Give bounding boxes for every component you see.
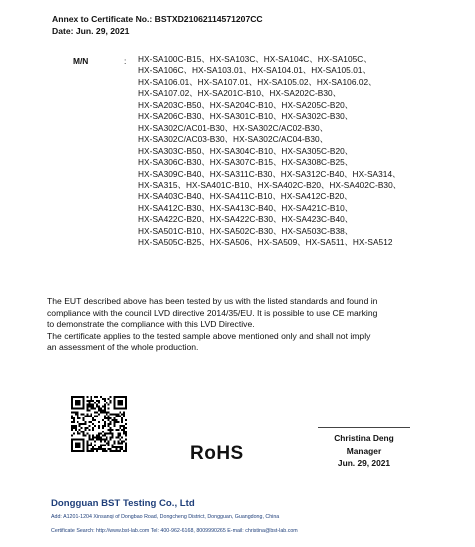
signatory-title: Manager <box>346 445 382 456</box>
statement-line: to demonstrate the compliance with this LVD Directive. <box>47 319 255 330</box>
model-line: HX-SA106.01、HX-SA107.01、HX-SA105.02、HX-SA106.02、 <box>138 76 377 87</box>
model-line: HX-SA315、HX-SA401C-B10、HX-SA402C-B20、HX-SA402C-B30、 <box>138 179 402 190</box>
model-line: HX-SA206C-B30、HX-SA301C-B10、HX-SA302C-B30、 <box>138 111 354 122</box>
statement-line: The EUT described above has been tested by us with the listed standards and found in <box>47 296 378 306</box>
signatory-name: Christina Deng <box>334 433 394 443</box>
model-line: HX-SA107.02、HX-SA201C-B10、HX-SA202C-B30、 <box>138 88 342 99</box>
statement-line: compliance with the council LVD directive 2014/35/EU. It is possible to use CE marking <box>47 307 378 318</box>
signature-block <box>318 432 410 470</box>
model-number-separator: : <box>124 56 127 66</box>
model-line: HX-SA203C-B50、HX-SA204C-B10、HX-SA205C-B20、 <box>138 99 354 110</box>
company-address: Add: A1201-1204 Xinsanqi of Dongbao Road, Dongcheng District, Dongguan, Guangdong, China <box>51 514 280 520</box>
model-line: HX-SA302C/AC03-B30、HX-SA302C/AC04-B30、 <box>138 134 329 145</box>
model-line: HX-SA306C-B30、HX-SA307C-B15、HX-SA308C-B25、 <box>138 157 354 168</box>
model-number-label: M/N <box>73 56 89 66</box>
model-line: HX-SA501C-B10、HX-SA502C-B30、HX-SA503C-B38、 <box>138 225 354 236</box>
company-name: Dongguan BST Testing Co., Ltd <box>51 498 195 509</box>
model-line: HX-SA412C-B30、HX-SA413C-B40、HX-SA421C-B10、 <box>138 202 354 213</box>
signature-date: Jun. 29, 2021 <box>337 458 391 468</box>
model-line: HX-SA422C-B20、HX-SA422C-B30、HX-SA423C-B40、 <box>138 214 354 225</box>
statement-line: an assessment of the whole production. <box>47 342 199 353</box>
model-line: HX-SA303C-B50、HX-SA304C-B10、HX-SA305C-B20、 <box>138 145 354 156</box>
qr-code-icon <box>71 396 127 452</box>
statement-line: The certificate applies to the tested sample above mentioned only and shall not imply <box>47 330 371 341</box>
signature-line <box>318 427 410 428</box>
model-line: HX-SA100C-B15、HX-SA103C、HX-SA104C、HX-SA105C、 <box>138 54 372 64</box>
model-list <box>138 54 401 249</box>
compliance-statement <box>47 296 467 354</box>
annex-line: Annex to Certificate No.: BSTXD21062114571207CC <box>52 14 263 24</box>
model-line: HX-SA106C、HX-SA103.01、HX-SA104.01、HX-SA105.01、 <box>138 65 371 76</box>
model-line: HX-SA403C-B40、HX-SA411C-B10、HX-SA412C-B20、 <box>138 191 353 202</box>
model-line: HX-SA309C-B40、HX-SA311C-B30、HX-SA312C-B40、HX-SA314、 <box>138 168 401 179</box>
date-line: Date: Jun. 29, 2021 <box>52 26 130 36</box>
model-line: HX-SA505C-B25、HX-SA506、HX-SA509、HX-SA511、HX-SA512 <box>138 237 393 248</box>
model-line: HX-SA302C/AC01-B30、HX-SA302C/AC02-B30、 <box>138 122 329 133</box>
company-contact: Certificate Search: http://www.bst-lab.com Tel: 400-962-6168, 8009990265 E-mail: christina@bst-lab.com <box>51 528 298 534</box>
certificate-header <box>52 13 263 37</box>
rohs-mark: RoHS <box>190 443 244 464</box>
